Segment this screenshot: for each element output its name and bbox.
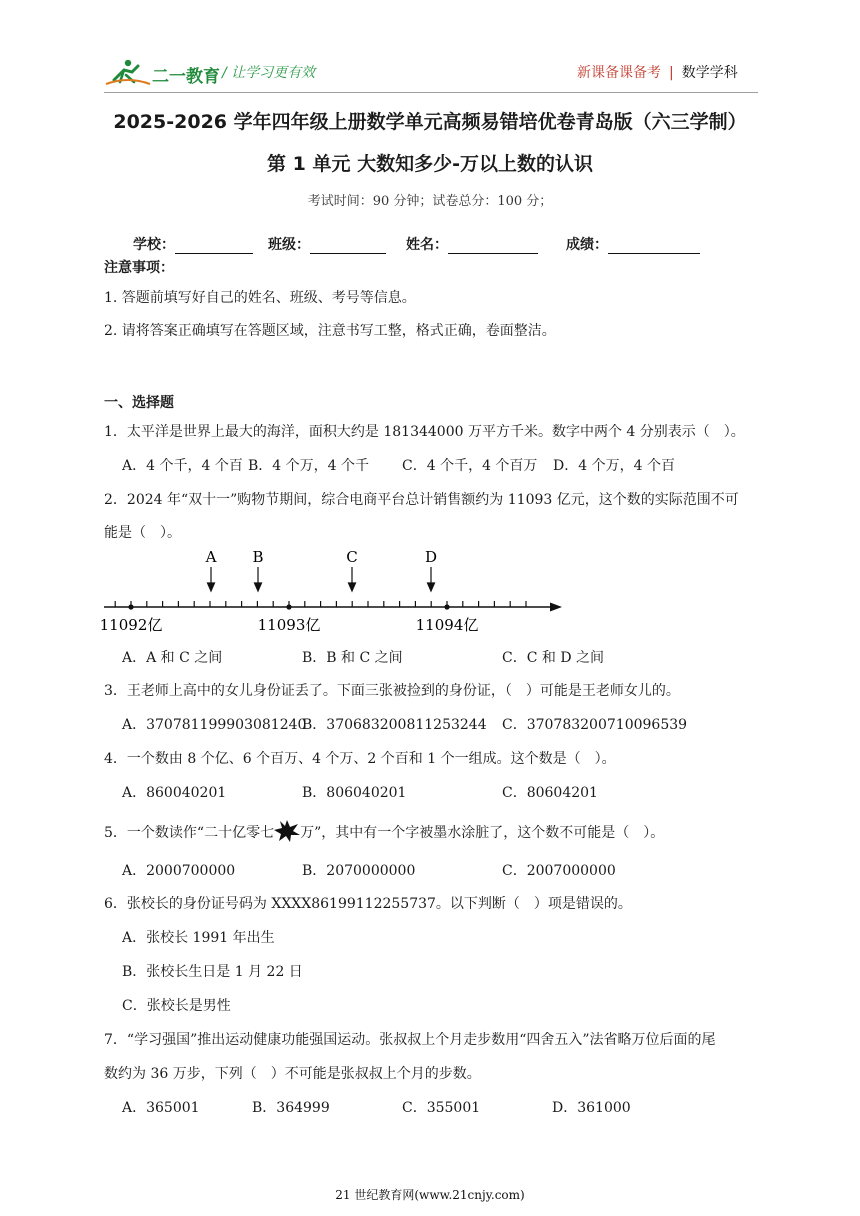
question-1-stem: 1．太平洋是世界上最大的海洋，面积大约是 181344000 万平方千米。数字中两个 4 分别表示（ ）。: [104, 424, 745, 440]
question-1-option-d[interactable]: D．4 个万，4 个百: [553, 458, 675, 474]
question-7-option-c[interactable]: C．355001: [402, 1100, 481, 1116]
marker-arrowhead-a: [208, 583, 215, 591]
marker-arrowhead-b: [255, 583, 262, 591]
marker-arrowhead-c: [349, 583, 356, 591]
question-4-stem: 4．一个数由 8 个亿、6 个百万、4 个万、2 个百和 1 个一组成。这个数是（ ）。: [104, 751, 616, 767]
number-line-point-11092: [128, 604, 133, 609]
score-field[interactable]: [566, 234, 700, 254]
name-label: 姓名：: [406, 237, 448, 253]
page-title: 2025-2026 学年四年级上册数学单元高频易错培优卷青岛版（六三学制）: [113, 111, 747, 133]
question-5-option-b[interactable]: B．2070000000: [302, 863, 416, 879]
question-5-stem-after: 万”，其中有一个字被墨水涂脏了，这个数不可能是（ ）。: [300, 825, 665, 841]
page-footer: 21 世纪教育网(www.21cnjy.com): [335, 1188, 525, 1202]
question-5-stem: [104, 820, 664, 842]
school-field[interactable]: [133, 234, 253, 254]
question-7-option-a[interactable]: A．365001: [122, 1100, 200, 1116]
question-3-option-b[interactable]: B．370683200811253244: [302, 717, 487, 733]
number-line-ticks: [115, 601, 526, 607]
question-5-option-a[interactable]: A．2000700000: [122, 863, 236, 879]
marker-label-b: B: [252, 548, 264, 566]
question-4-option-c[interactable]: C．80604201: [502, 785, 598, 801]
question-2-stem: 2．2024 年“双十一”购物节期间，综合电商平台总计销售额约为 11093 亿元，这个数的实际范围不可: [104, 492, 739, 508]
question-6-stem: 6．张校长的身份证号码为 XXXX86199112255737。以下判断（ ）项是错误的。: [104, 896, 632, 912]
class-field[interactable]: [268, 234, 386, 254]
question-5-option-c[interactable]: C．2007000000: [502, 863, 616, 879]
notice-item: 1. 答题前填写好自己的姓名、班级、考号等信息。: [104, 290, 416, 306]
number-line-point-11093: [286, 604, 291, 609]
ink-blot-icon: [274, 820, 300, 842]
question-1-option-b[interactable]: B．4 个万，4 个千: [248, 458, 370, 474]
tick-label-11093: 11093亿: [257, 616, 321, 634]
question-3-stem: 3．王老师上高中的女儿身份证丢了。下面三张被捡到的身份证，（ ）可能是王老师女儿的。: [104, 683, 680, 699]
tick-label-11094: 11094亿: [415, 616, 479, 634]
exam-info: 考试时间：90 分钟；试卷总分：100 分；: [307, 194, 553, 209]
tick-label-11092: 11092亿: [100, 616, 163, 634]
school-label: 学校：: [133, 237, 175, 253]
question-3-option-c[interactable]: C．370783200710096539: [502, 717, 688, 733]
question-7-stem: 7．“学习强国”推出运动健康功能强国运动。张叔叔上个月走步数用“四舍五入”法省略万位后面的尾: [104, 1032, 716, 1048]
school-blank[interactable]: [175, 239, 253, 254]
brand-name: 二一教育: [152, 67, 220, 87]
logo: [104, 58, 152, 92]
question-7-option-d[interactable]: D．361000: [552, 1100, 631, 1116]
question-7-stem-cont: 数约为 36 万步，下列（ ）不可能是张叔叔上个月的步数。: [104, 1066, 481, 1082]
question-5-stem-before: 5．一个数读作“二十亿零七: [104, 825, 275, 841]
question-6-option-b[interactable]: B．张校长生日是 1 月 22 日: [122, 964, 303, 980]
question-6-option-c[interactable]: C．张校长是男性: [122, 998, 231, 1014]
header-subject: 数学学科: [681, 65, 738, 81]
score-label: 成绩：: [566, 237, 608, 253]
question-6-option-a[interactable]: A．张校长 1991 年出生: [122, 930, 275, 946]
slogan: / 让学习更有效: [222, 65, 316, 81]
runner-logo-icon: [104, 58, 152, 88]
marker-label-c: C: [346, 548, 358, 566]
question-1-option-a[interactable]: A．4 个千，4 个百: [122, 458, 243, 474]
marker-label-d: D: [424, 548, 438, 566]
number-line-arrowhead: [550, 603, 562, 612]
score-blank[interactable]: [608, 239, 700, 254]
question-2-option-c[interactable]: C．C 和 D 之间: [502, 650, 604, 666]
question-2-option-b[interactable]: B．B 和 C 之间: [302, 650, 403, 666]
name-blank[interactable]: [448, 239, 538, 254]
marker-arrowhead-d: [428, 583, 435, 591]
question-1-option-c[interactable]: C．4 个千，4 个百万: [402, 458, 538, 474]
class-label: 班级：: [268, 237, 310, 253]
header-right: [577, 62, 738, 82]
marker-label-a: A: [205, 548, 217, 566]
header-divider: [104, 92, 758, 93]
question-3-option-a[interactable]: A．370781199903081240: [122, 717, 307, 733]
question-4-option-a[interactable]: A．860040201: [122, 785, 227, 801]
question-2-stem-cont: 能是（ ）。: [104, 525, 181, 541]
notice-item: 2. 请将答案正确填写在答题区域，注意书写工整，格式正确，卷面整洁。: [104, 323, 556, 339]
class-blank[interactable]: [310, 239, 386, 254]
question-2-option-a[interactable]: A．A 和 C 之间: [122, 650, 223, 666]
number-line-figure: [100, 545, 570, 635]
question-7-option-b[interactable]: B．364999: [252, 1100, 330, 1116]
header-separator: |: [669, 65, 674, 81]
question-4-option-b[interactable]: B．806040201: [302, 785, 407, 801]
header-course: 新课备课备考: [577, 65, 661, 81]
notice-title: 注意事项：: [104, 260, 174, 276]
section-title: 一、选择题: [104, 395, 174, 411]
name-field[interactable]: [406, 234, 538, 254]
number-line-point-11094: [444, 604, 449, 609]
page-subtitle: 第 1 单元 大数知多少-万以上数的认识: [267, 153, 593, 175]
